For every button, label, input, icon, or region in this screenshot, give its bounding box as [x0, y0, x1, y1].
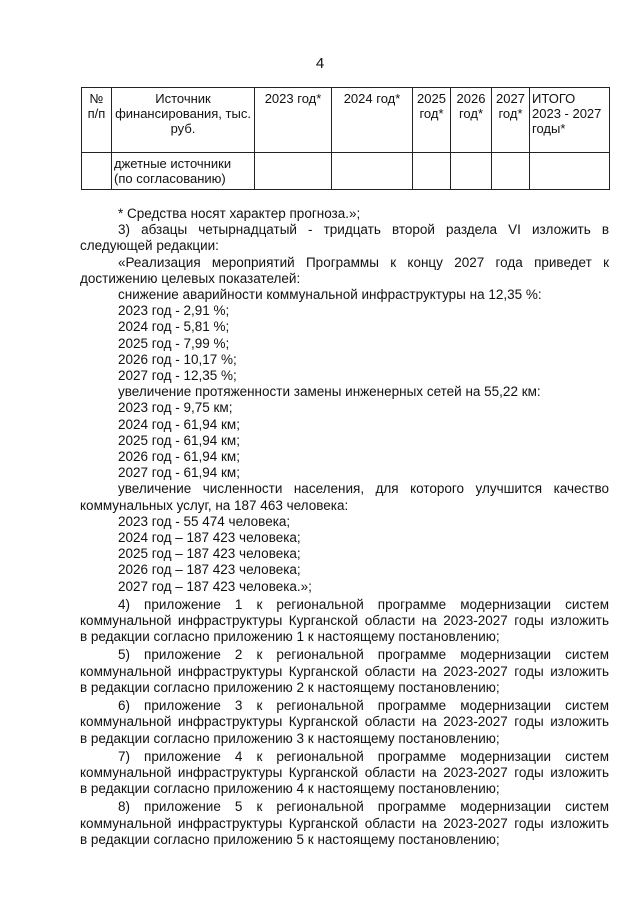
- appendix-line-1: 6) приложение 3 к региональной программе модернизации систем: [118, 698, 609, 714]
- appendix-line-2: коммунальной инфраструктуры Курганской области на 2023-2027 годы изложить: [80, 815, 609, 831]
- appendix-line-2: коммунальной инфраструктуры Курганской области на 2023-2027 годы изложить: [80, 714, 609, 730]
- accident-item: 2026 год - 10,17 %;: [118, 351, 237, 367]
- appendix-line-2: коммунальной инфраструктуры Курганской области на 2023-2027 годы изложить: [80, 764, 609, 780]
- population-item: 2023 год - 55 474 человека;: [118, 513, 291, 529]
- appendix-line-1: 8) приложение 5 к региональной программе модернизации систем: [118, 799, 609, 815]
- appendix-line-1: 5) приложение 2 к региональной программе модернизации систем: [118, 647, 609, 663]
- header-2025: 2025 год*: [413, 88, 451, 153]
- appendix-item: [80, 698, 609, 747]
- table-header-row: [82, 88, 610, 153]
- cell-source: джетные источники (по согласованию): [112, 153, 255, 190]
- appendix-item: [80, 647, 609, 696]
- paragraph-3-line-2: следующей редакции:: [80, 238, 219, 254]
- cell-2023: [255, 153, 332, 190]
- header-num: № п/п: [82, 88, 112, 153]
- population-item: 2025 год – 187 423 человека;: [118, 546, 301, 562]
- paragraph-3-line-1: 3) абзацы четырнадцатый - тридцать второй раздела VI изложить в: [118, 222, 609, 238]
- appendix-line-3: в редакции согласно приложению 2 к настоящему постановлению;: [80, 679, 500, 695]
- networks-item: 2027 год - 61,94 км;: [118, 465, 240, 481]
- appendix-line-2: коммунальной инфраструктуры Курганской области на 2023-2027 годы изложить: [80, 613, 609, 629]
- header-total: ИТОГО 2023 - 2027 годы*: [530, 88, 610, 153]
- cell-total: [530, 153, 610, 190]
- appendix-line-3: в редакции согласно приложению 1 к настоящему постановлению;: [80, 629, 500, 645]
- accident-item: 2025 год - 7,99 %;: [118, 335, 230, 351]
- header-2027: 2027 год*: [492, 88, 530, 153]
- accident-item: 2027 год - 12,35 %;: [118, 368, 237, 384]
- appendix-line-1: 4) приложение 1 к региональной программе модернизации систем: [118, 596, 609, 612]
- appendix-line-1: 7) приложение 4 к региональной программе модернизации систем: [118, 748, 609, 764]
- document-body: [80, 206, 609, 848]
- networks-item: 2023 год - 9,75 км;: [118, 400, 233, 416]
- quote-line-1: «Реализация мероприятий Программы к концу 2027 года приведет к: [118, 254, 609, 270]
- accident-title: снижение аварийности коммунальной инфраструктуры на 12,35 %:: [118, 287, 542, 303]
- header-2026: 2026 год*: [451, 88, 492, 153]
- appendix-line-3: в редакции согласно приложению 4 к настоящему постановлению;: [80, 781, 500, 797]
- quote-line-2: достижению целевых показателей:: [80, 270, 301, 286]
- appendix-line-3: в редакции согласно приложению 3 к настоящему постановлению;: [80, 730, 500, 746]
- appendix-item: [80, 749, 609, 798]
- appendix-line-2: коммунальной инфраструктуры Курганской области на 2023-2027 годы изложить: [80, 663, 609, 679]
- cell-num: [82, 153, 112, 190]
- accident-item: 2024 год - 5,81 %;: [118, 319, 230, 335]
- population-line-1: увеличение численности населения, для которого улучшится качество: [118, 481, 609, 497]
- networks-item: 2024 год - 61,94 км;: [118, 416, 240, 432]
- networks-item: 2025 год - 61,94 км;: [118, 432, 240, 448]
- header-source: Источник финансирования, тыс. руб.: [112, 88, 255, 153]
- cell-2027: [492, 153, 530, 190]
- networks-title: увеличение протяженности замены инженерных сетей на 55,22 км:: [118, 384, 541, 400]
- page-number: 4: [315, 55, 325, 72]
- networks-item: 2026 год - 61,94 км;: [118, 449, 240, 465]
- appendix-line-3: в редакции согласно приложению 5 к настоящему постановлению;: [80, 831, 500, 847]
- footnote: * Средства носят характер прогноза.»;: [118, 206, 361, 221]
- cell-2024: [332, 153, 413, 190]
- cell-2025: [413, 153, 451, 190]
- table-row: [82, 153, 610, 190]
- population-item: 2024 год – 187 423 человека;: [118, 530, 301, 546]
- population-line-2: коммунальных услуг, на 187 463 человека:: [80, 497, 349, 513]
- population-item: 2026 год – 187 423 человека;: [118, 562, 301, 578]
- financing-table: [81, 87, 610, 190]
- population-item: 2027 год – 187 423 человека.»;: [118, 578, 312, 594]
- header-2023: 2023 год*: [255, 88, 332, 153]
- appendix-item: [80, 799, 609, 848]
- accident-item: 2023 год - 2,91 %;: [118, 303, 230, 319]
- appendix-item: [80, 597, 609, 646]
- cell-2026: [451, 153, 492, 190]
- header-2024: 2024 год*: [332, 88, 413, 153]
